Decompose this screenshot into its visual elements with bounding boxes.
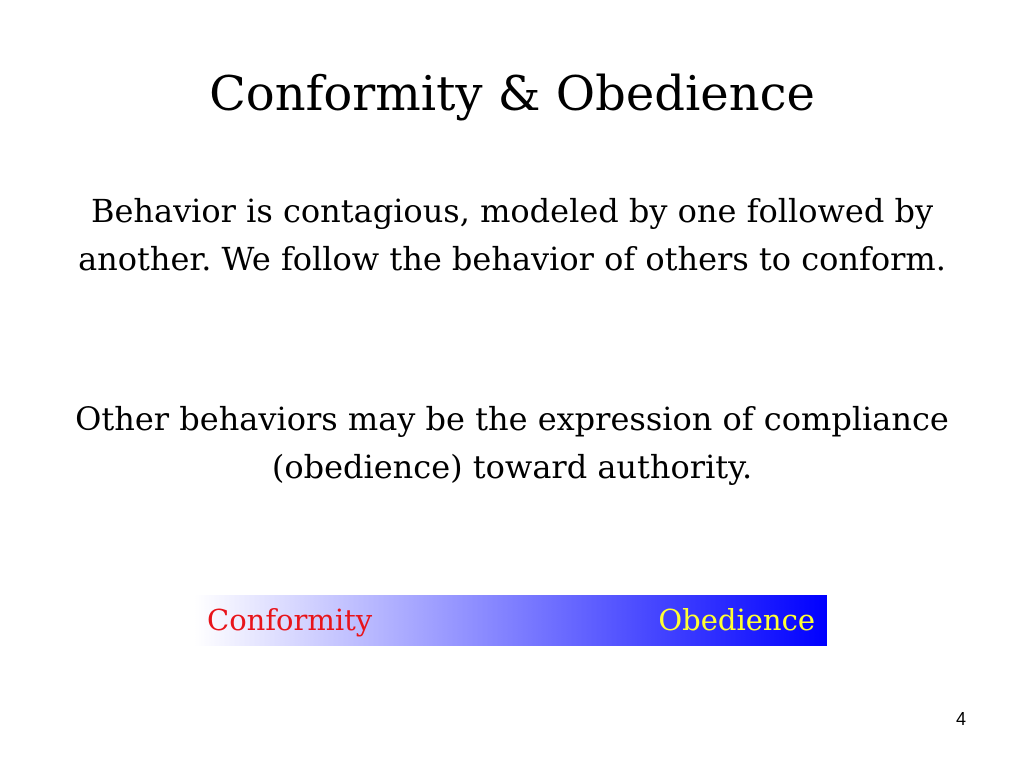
- body-paragraph-contagious-behavior: Behavior is contagious, modeled by one followed by another. We follow the behavior of others to conform.: [78, 192, 946, 278]
- slide-title: Conformity & Obedience: [209, 66, 815, 122]
- slide-page-number: 4: [955, 709, 966, 729]
- conformity-obedience-spectrum-bar: [195, 595, 827, 646]
- spectrum-label-conformity: Conformity: [207, 603, 373, 637]
- spectrum-label-obedience: Obedience: [658, 603, 815, 637]
- body-paragraph-compliance: Other behaviors may be the expression of compliance (obedience) toward authority.: [75, 400, 949, 486]
